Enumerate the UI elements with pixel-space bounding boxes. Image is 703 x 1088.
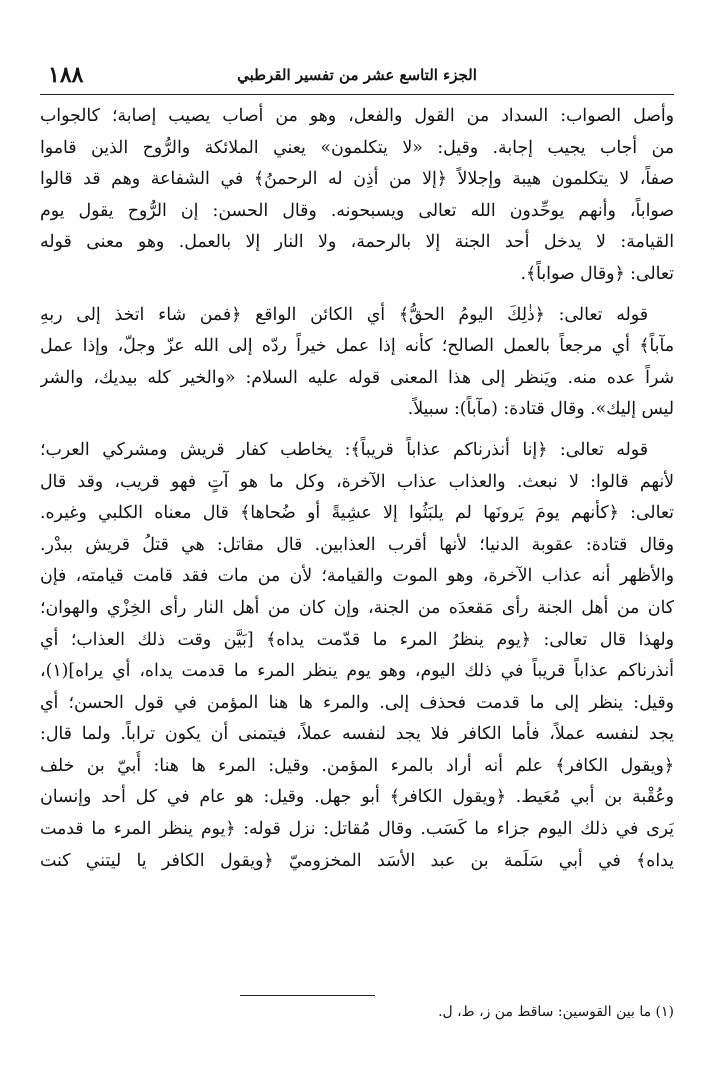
text-line: كان من أهل الجنة رأى مَقعدَه من الجنة، وإن كان من أهل النار رأى الخِزْي والهوان؛: [40, 597, 674, 618]
text-line: والأظهر أنه عذاب الآخرة، وهو الموت والقيامة؛ لأن من مات فقد قامت قيامته، فإن: [40, 566, 674, 587]
text-line: صفاً، لا يتكلمون هيبة وإجلالاً ﴿إلا من أذِن له الرحمنُ﴾ في الشفاعة وهم قد قالوا: [40, 169, 674, 190]
text-line: صواباً، وأنهم يوحِّدون الله تعالى ويسبحونه. وقال الحسن: إن الرُّوح يقول يوم: [40, 200, 674, 221]
paragraph: [40, 101, 674, 291]
text-line: يَرى في ذلك اليوم جزاء ما كَسَب. وقال مُقاتل: نزل قوله: ﴿يوم ينظر المرء ما قدمت: [40, 819, 674, 840]
text-line: أنذرناكم عذاباً قريباً في ذلك اليوم، وهو يوم ينظر المرء ما قدمت يداه، أي يراه](١)،: [40, 661, 674, 682]
text-line: وأصل الصواب: السداد من القول والفعل، وهو من أصاب يصيب إصابة؛ كالجواب: [40, 106, 674, 126]
text-line: لأنهم قالوا: لا نبعث. والعذاب عذاب الآخرة، وكل ما هو آتٍ فهو قريب، وقد قال: [40, 471, 674, 492]
text-line: ﴿ويقول الكافر﴾ علم أنه أراد بالمرء المؤمن. وقيل: المرء ها هنا: أُبيّ بن خلف: [40, 755, 674, 776]
text-line: شراً عده منه. ويَنظر إلى هذا المعنى قوله عليه السلام: «والخير كله بيديك، والشر: [40, 367, 674, 388]
paragraph: [40, 300, 674, 426]
footnote: (١) ما بين القوسين: ساقط من ز، ط، ل.: [438, 1004, 674, 1020]
text-line: يجد لنفسه عملاً، فأما الكافر فلا يجد لنفسه عملاً، فيتمنى أن يكون تراباً. ولما قال:: [40, 724, 674, 745]
text-line: ولهذا قال تعالى: ﴿يوم ينظرُ المرء ما قدّمت يداه﴾ [بَيَّن وقت ذلك العذاب؛ أي: [40, 629, 674, 650]
running-title: الجزء التاسع عشر من تفسير القرطبي: [237, 66, 477, 84]
text-line: تعالى: ﴿كأنهم يومَ يَرونَها لم يلبَثُوا إلا عشِيةً أو ضُحاها﴾ قال معناه الكلبي وغيره.: [40, 503, 674, 524]
text-line: وقال قتادة: عقوبة الدنيا؛ لأنها أقرب العذابين. قال مقاتل: هي قتلُ قريش ببدْر.: [40, 534, 674, 555]
text-line: تعالى: ﴿وقال صواباً﴾.: [520, 263, 674, 284]
text-line: مآباً﴾ أي مرجعاً بالعمل الصالح؛ كأنه إذا عمل خيراً ردّه إلى الله عزّ وجلّ، وإذا عمل: [40, 336, 674, 357]
book-page: [40, 60, 674, 1070]
text-line: قوله تعالى: ﴿ذٰلِكَ اليومُ الحقُّ﴾ أي الكائن الواقع ﴿فمن شاء اتخذ إلى ربهِ: [40, 304, 648, 325]
text-line: القيامة: لا يدخل أحد الجنة إلا بالرحمة، ولا النار إلا بالعمل. وهو معنى قوله: [40, 232, 674, 253]
body-text: [40, 101, 674, 877]
text-line: من أجاب يجيب إجابة. وقيل: «لا يتكلمون» يعني الملائكة والرُّوح الذين قاموا: [40, 137, 674, 158]
text-line: وعُقْبة بن أبي مُعَيط. ﴿ويقول الكافر﴾ أبو جهل. وقيل: هو عام في كل أحد وإنسان: [40, 787, 674, 808]
text-line: يداه﴾ في أبي سَلَمة بن عبد الأسَد المخزوميّ ﴿ويقول الكافر يا ليتني كنت: [40, 850, 674, 871]
text-line: وقيل: ينظر إلى ما قدمت فحذف إلى. والمرء ها هنا المؤمن في قول الحسن؛ أي: [40, 692, 674, 713]
footnote-divider: [240, 995, 375, 996]
text-line: ليس إليك». وقال قتادة: (مآباً): سبيلاً.: [407, 399, 674, 420]
paragraph: [40, 435, 674, 877]
page-header: [40, 60, 674, 95]
page-number: ١٨٨: [48, 62, 84, 88]
text-line: قوله تعالى: ﴿إنا أنذرناكم عذاباً قريباً﴾: يخاطب كفار قريش ومشركي العرب؛: [40, 439, 648, 460]
